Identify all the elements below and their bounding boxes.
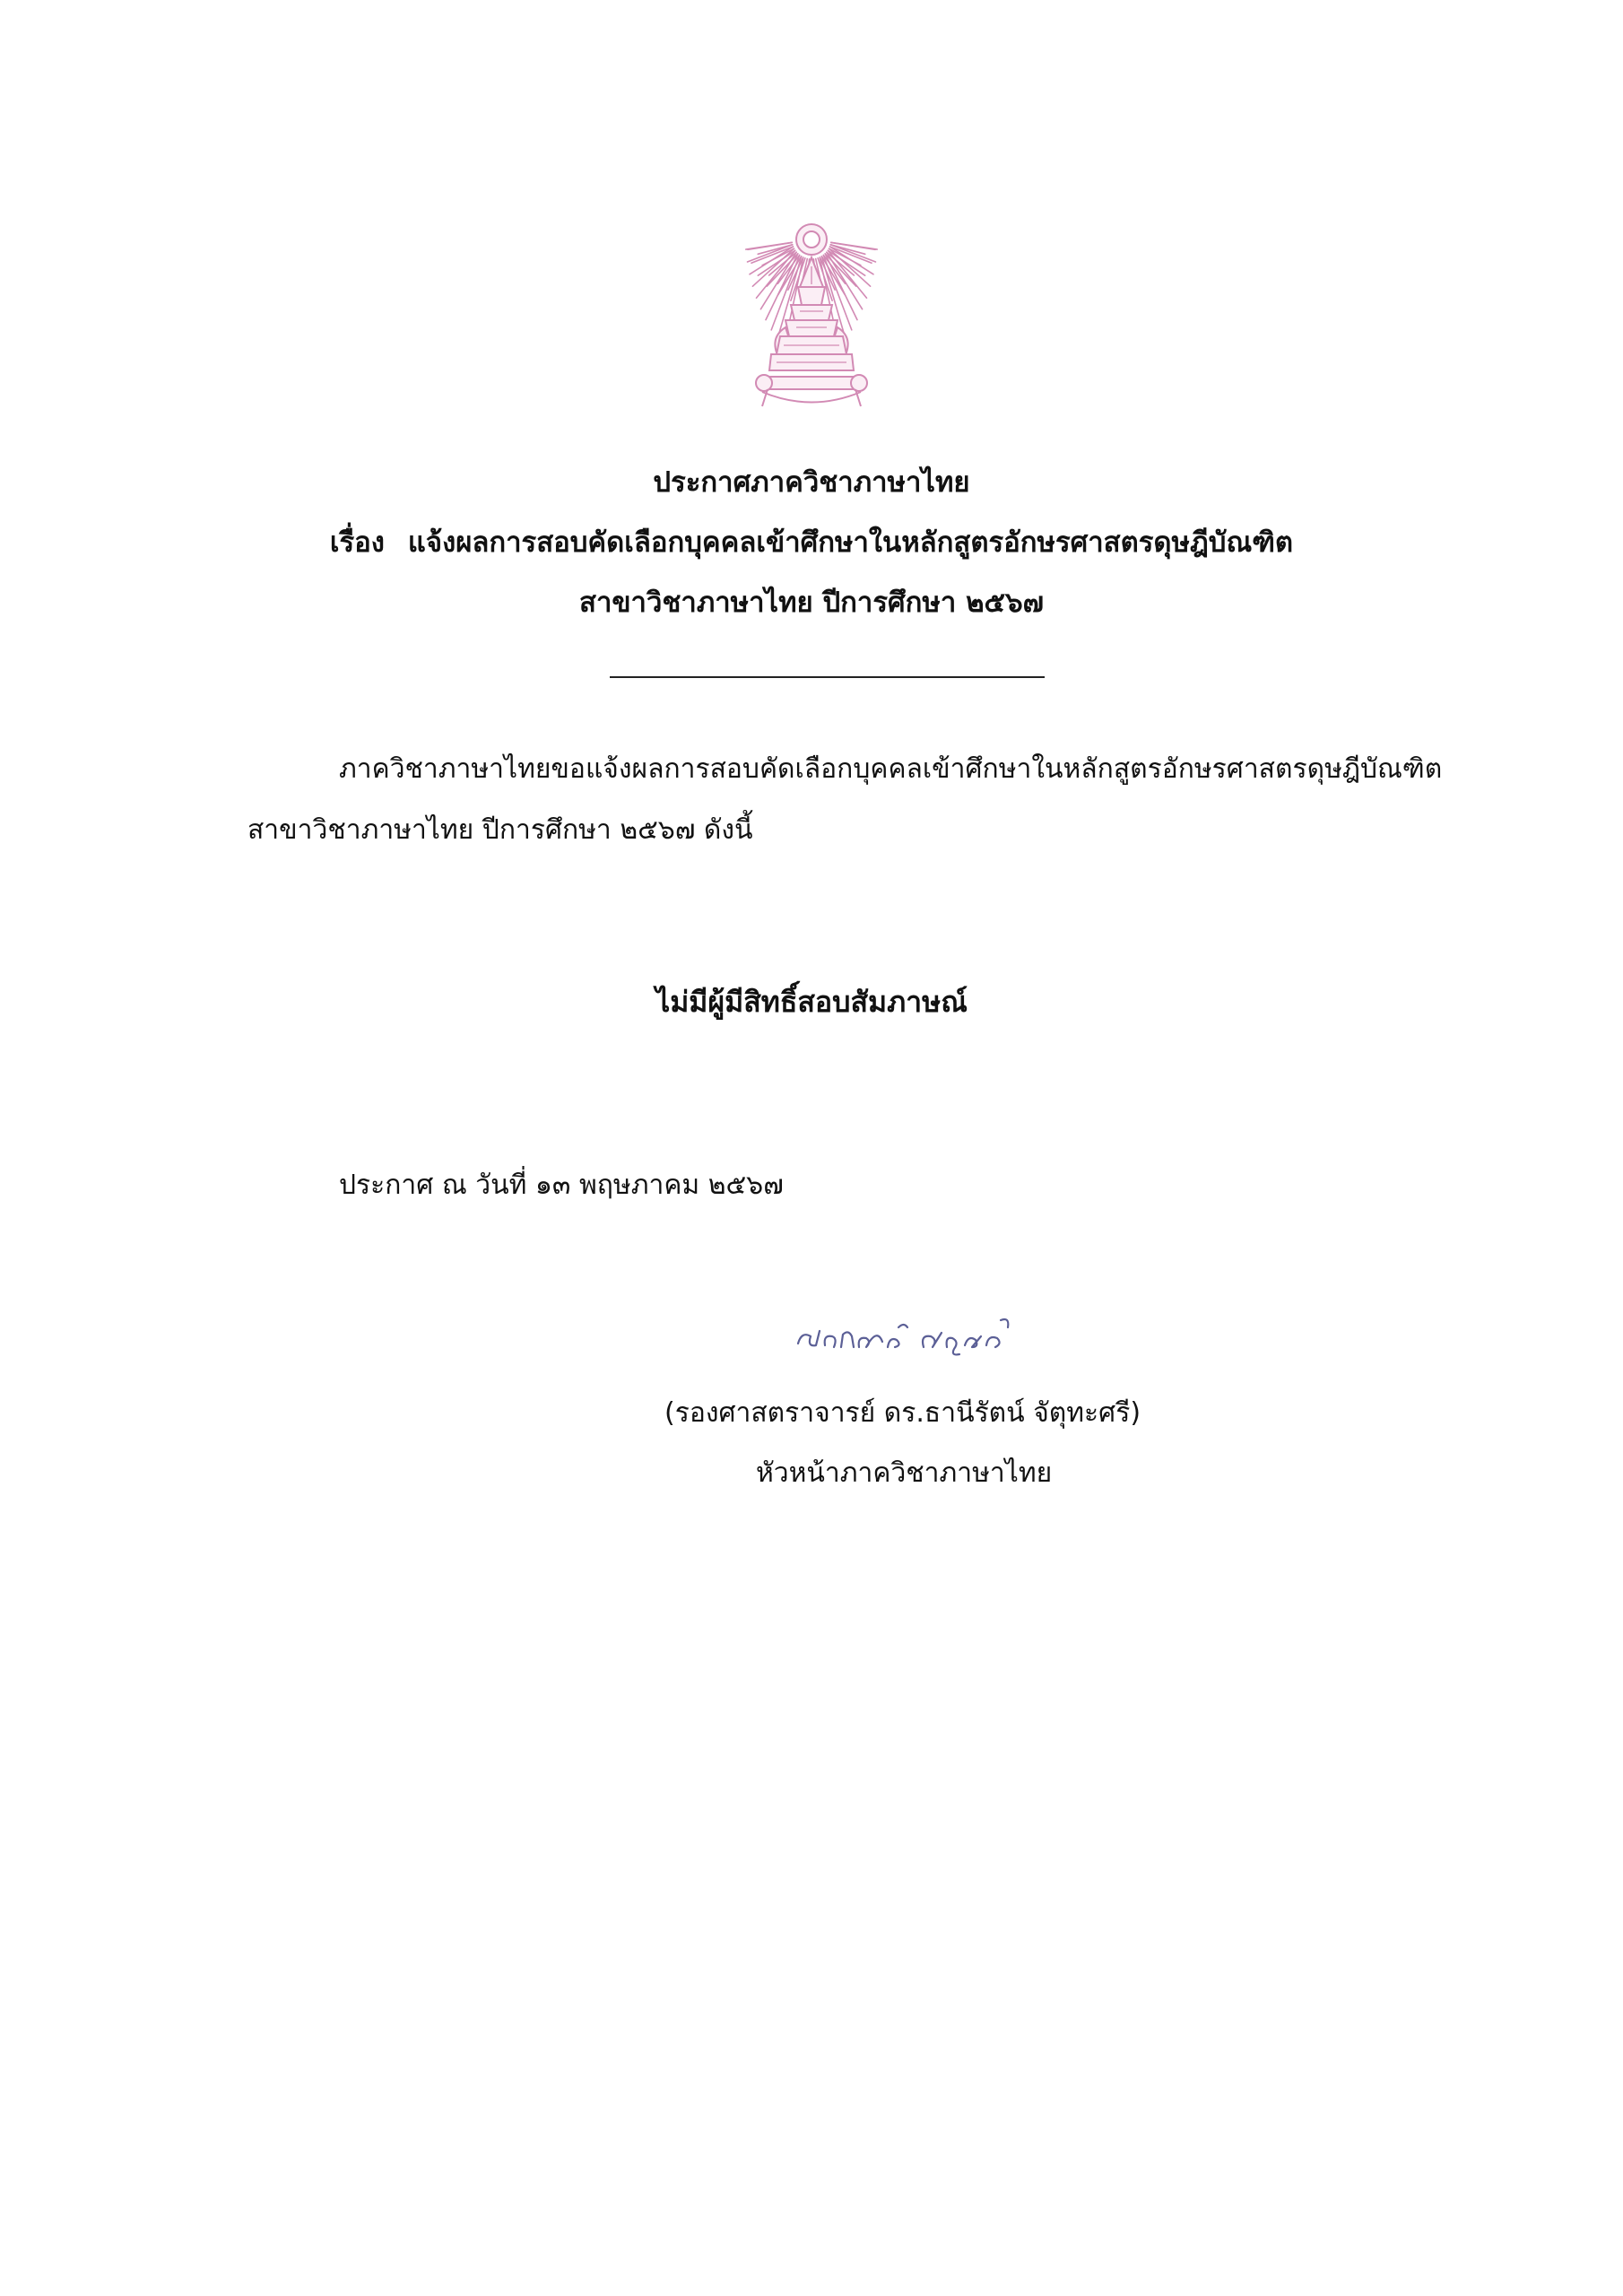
subject-label: เรื่อง [329, 526, 385, 559]
announcement-title: ประกาศภาควิชาภาษาไทย [653, 466, 970, 499]
program-year-line: สาขาวิชาภาษาไทย ปีการศึกษา ๒๕๖๗ [579, 587, 1044, 619]
subject-line [0, 525, 1623, 561]
body-paragraph-line-2: สาขาวิชาภาษาไทย ปีการศึกษา ๒๕๖๗ ดังนี้ [247, 814, 753, 846]
subject-text: แจ้งผลการสอบคัดเลือกบุคคลเข้าศึกษาในหลักสูตรอักษรศาสตรดุษฎีบัณฑิต [407, 526, 1294, 559]
signatory-position: หัวหน้าภาควิชาภาษาไทย [756, 1457, 1053, 1489]
heading-divider [610, 676, 1045, 678]
handwritten-signature [789, 1300, 1022, 1363]
body-paragraph-line-1: ภาควิชาภาษาไทยขอแจ้งผลการสอบคัดเลือกบุคคลเข้าศึกษาในหลักสูตรอักษรศาสตรดุษฎีบัณฑิต [339, 753, 1443, 785]
announcement-date: ประกาศ ณ วันที่ ๑๓ พฤษภาคม ๒๕๖๗ [339, 1170, 784, 1201]
result-notice: ไม่มีผู้มีสิทธิ์สอบสัมภาษณ์ [655, 985, 968, 1019]
signatory-name: (รองศาสตราจารย์ ดร.ธานีรัตน์ จัตุทะศรี) [664, 1397, 1141, 1429]
university-emblem-icon [744, 193, 879, 435]
